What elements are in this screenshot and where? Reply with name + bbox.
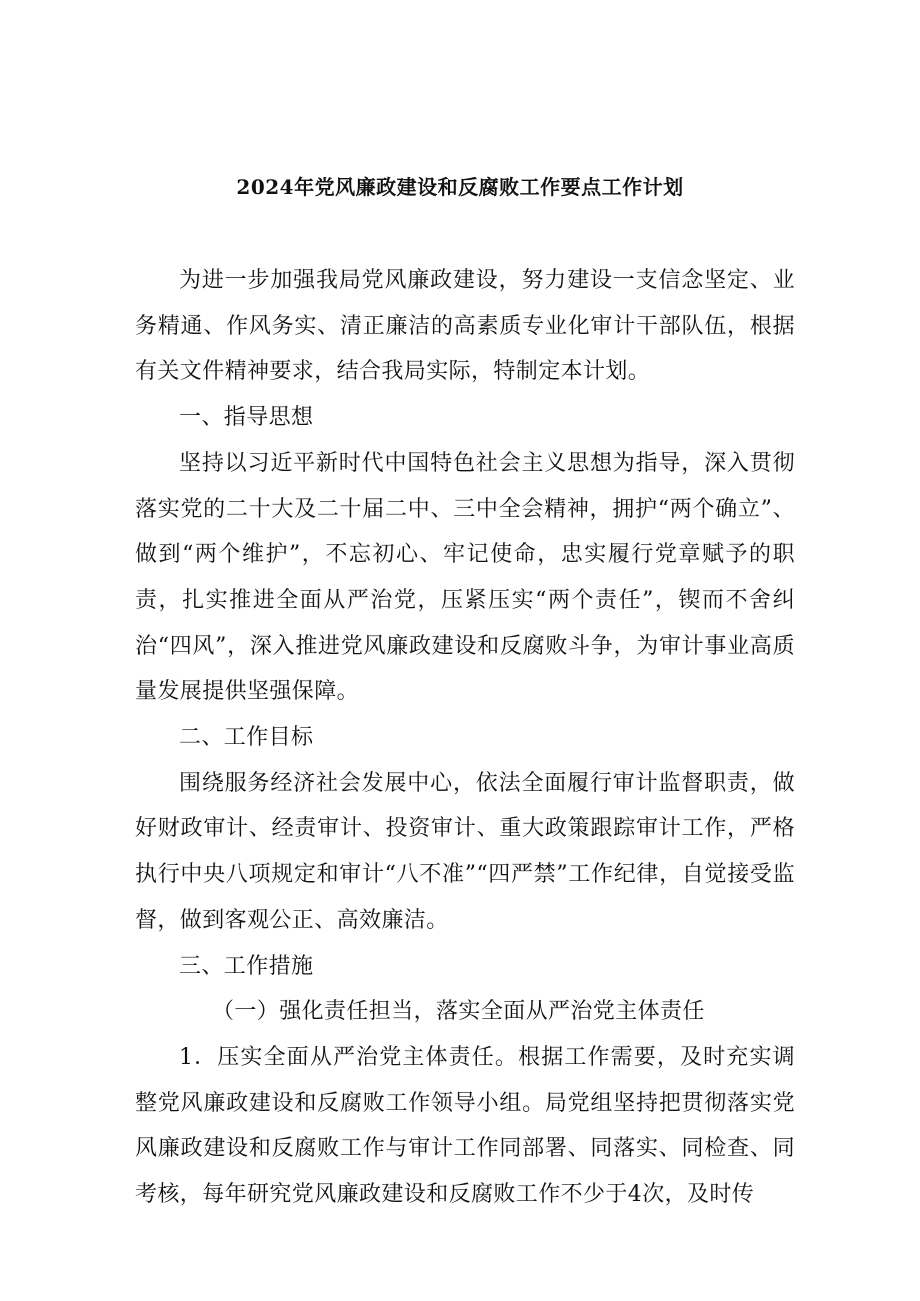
subsection-heading-responsibility: （一）强化责任担当，落实全面从严治党主体责任 [212,999,705,1025]
document-title: 2024年党风廉政建设和反腐败工作要点工作计划 [236,175,684,199]
work-goals-paragraph: 围绕服务经济社会发展中心，依法全面履行审计监督职责，做好财政审计、经责审计、投资审计、重大政策跟踪审计工作，严格执行中央八项规定和审计“八不准”“四严禁”工作纪律，自觉接受监督，做到客观公正、高效廉洁。 [135,770,795,933]
section-heading-work-measures: 三、工作措施 [179,953,314,979]
intro-paragraph: 为进一步加强我局党风廉政建设，努力建设一支信念坚定、业务精通、作风务实、清正廉洁的高素质专业化审计干部队伍，根据有关文件精神要求，结合我局实际，特制定本计划。 [135,268,795,385]
guiding-thought-paragraph: 坚持以习近平新时代中国特色社会主义思想为指导，深入贯彻落实党的二十大及二十届二中、三中全会精神，拥护“两个确立”、做到“两个维护”，不忘初心、牢记使命，忠实履行党章赋予的职责，扎实推进全面从严治党，压紧压实“两个责任”，锲而不舍纠治“四风”，深入推进党风廉政建设和反腐败斗争，为审计事业高质量发展提供坚强保障。 [135,450,795,705]
item-1-paragraph: 1．压实全面从严治党主体责任。根据工作需要，及时充实调整党风廉政建设和反腐败工作领导小组。局党组坚持把贯彻落实党风廉政建设和反腐败工作与审计工作同部署、同落实、同检查、同考核，每年研究党风廉政建设和反腐败工作不少于4次，及时传 [135,1044,795,1208]
section-heading-guiding-thought: 一、指导思想 [179,405,314,431]
document-body [135,258,795,1218]
section-heading-work-goals: 二、工作目标 [179,725,314,751]
